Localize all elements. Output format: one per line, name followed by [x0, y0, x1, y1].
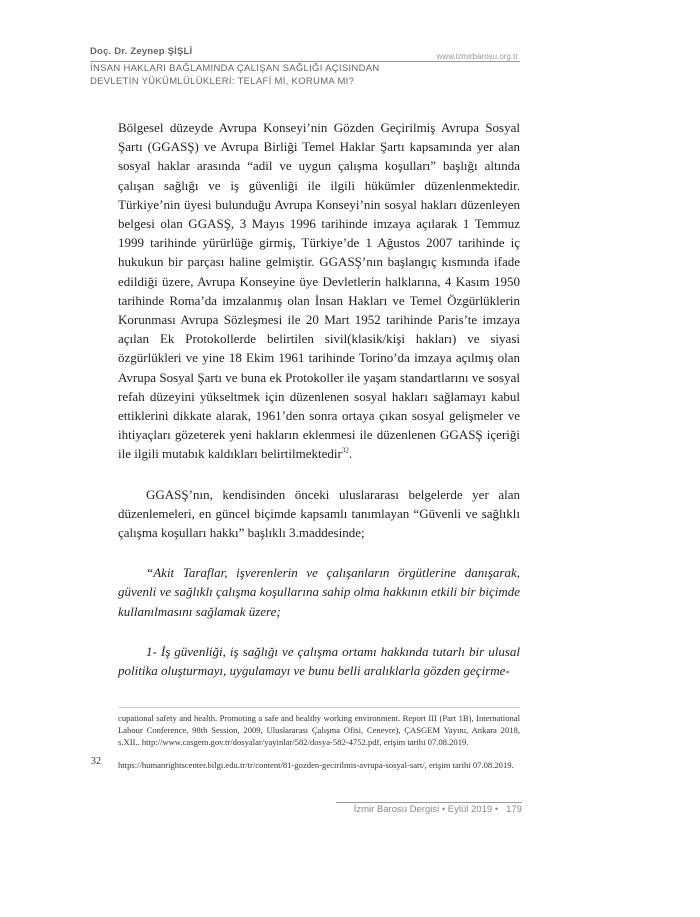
- footnote-divider: [118, 707, 520, 708]
- journal-name: İzmir Barosu Dergisi • Eylül 2019 •: [353, 804, 499, 815]
- paragraph-1: [118, 118, 520, 464]
- article-title-line-1: İNSAN HAKLARI BAĞLAMINDA ÇALIŞAN SAĞLIĞI AÇISINDAN: [90, 63, 380, 74]
- header-rule: [90, 61, 520, 62]
- paragraph-1-end: .: [348, 446, 353, 462]
- article-title-line-2: DEVLETİN YÜKÜMLÜLÜKLERİ: TELAFİ Mİ, KORUMA MI?: [90, 75, 355, 87]
- paragraph-2: GGASŞ’nın, kendisinden önceki uluslararası belgelerde yer alan düzenlemeleri, en güncel biçimde kapsamlı tanımlayan “Güvenli ve sağlıklı çalışma koşulları hakkı” başlıklı 3.maddesinde;: [118, 486, 520, 541]
- footnote-number: 32: [91, 755, 101, 767]
- article-title: [90, 63, 380, 88]
- quote-paragraph-1: “Akit Taraflar, işverenlerin ve çalışanların örgütlerine danışarak, güvenli ve sağlıklı çalışma koşullarına sahip olma hakkının etkili bir biçimde kullanılmasını sağlamak üzere;: [118, 565, 520, 619]
- paragraph-1-text: Bölgesel düzeyde Avrupa Konseyi’nin Gözden Geçirilmiş Avrupa Sosyal Şartı (GGASŞ) ve Avrupa Birliği Temel Haklar Şartı kapsamında yer alan sosyal haklar arasında “adil ve uygun çalışma koşulları” başlığı altında çalışan sağlığı ve iş güvenliği ile ilgili hükümler düzenlenmektedir. Türkiye’nin üyesi bulunduğu Avrupa Konseyi’nin sosyal hakları düzenleyen belgesi olan GGASŞ, 3 Mayıs 1996 tarihinde imzaya açılarak 1 Temmuz 1999 tarihinde yürürlüğe girmiş, Türkiye’de 1 Ağustos 2007 tarihinde iç hukukun bir parçası haline gelmiştir. GGASŞ’nın başlangıç kısmında ifade edildiği üzere, Avrupa Konseyine üye Devletlerin halklarına, 4 Kasım 1950 tarihinde Roma’da imzalanmış olan İnsan Hakları ve Temel Özgürlüklerin Korunması Avrupa Sözleşmesi ile 20 Mart 1952 tarihinde Paris’te imzaya açılan Ek Protokollerde belirtilen sivil(klasik/kişi hakları) ve siyasi özgürlükleri ve yine 18 Ekim 1961 tarihinde Torino’da imzaya açılmış olan Avrupa Sosyal Şartı ve buna ek Protokoller ile yaşam standartlarını ve sosyal refah düzeyini yükseltmek için düzenlenen sosyal hakları sağlamayı kabul ettiklerini dikkate alarak, 1961’den sonra ortaya çıkan sosyal gelişmeler ve ihtiyaçları gözeterek yeni hakların eklenmesi ile düzenlenen GGASŞ içeriği ile ilgili mutabık kaldıkları belirtilmektedir: [118, 120, 520, 462]
- page-number: 179: [506, 804, 522, 815]
- page-footer: [336, 802, 522, 815]
- author-name: Doç. Dr. Zeynep ŞİŞLİ: [90, 46, 193, 57]
- footnote-continued: cupational safety and health. Promoting a safe and healthy working environment. Report III (Part 1B), International Labour Conference, 98th Session, 2009, Uluslararası Çalışma Ofisi, Cenevre), ÇASGEM Yayını, Ankara 2018, s.XII.. http://www.casgem.gov.tr/dosyalar/yayinlar/582/dosya-582-4752.pdf, erişim tarihi 07.08.2019.: [118, 713, 520, 748]
- footnotes: [91, 712, 520, 771]
- journal-url: www.izmirbarosu.org.tr: [436, 52, 518, 61]
- footnote-ref-32: 32: [341, 447, 349, 456]
- footnote-text: https://humanrightscenter.bilgi.edu.tr/tr/content/81-gozden-gecirilmis-avrupa-sosyal-sart/, erişim tarihi 07.08.2019.: [118, 759, 514, 770]
- body-text: [118, 118, 520, 680]
- quote-paragraph-2: 1- İş güvenliği, iş sağlığı ve çalışma ortamı hakkında tutarlı bir ulusal politika oluşturmayı, uygulamayı ve bunu belli aralıklarla gözden geçirme-: [118, 643, 520, 679]
- footnote-32: [91, 755, 520, 771]
